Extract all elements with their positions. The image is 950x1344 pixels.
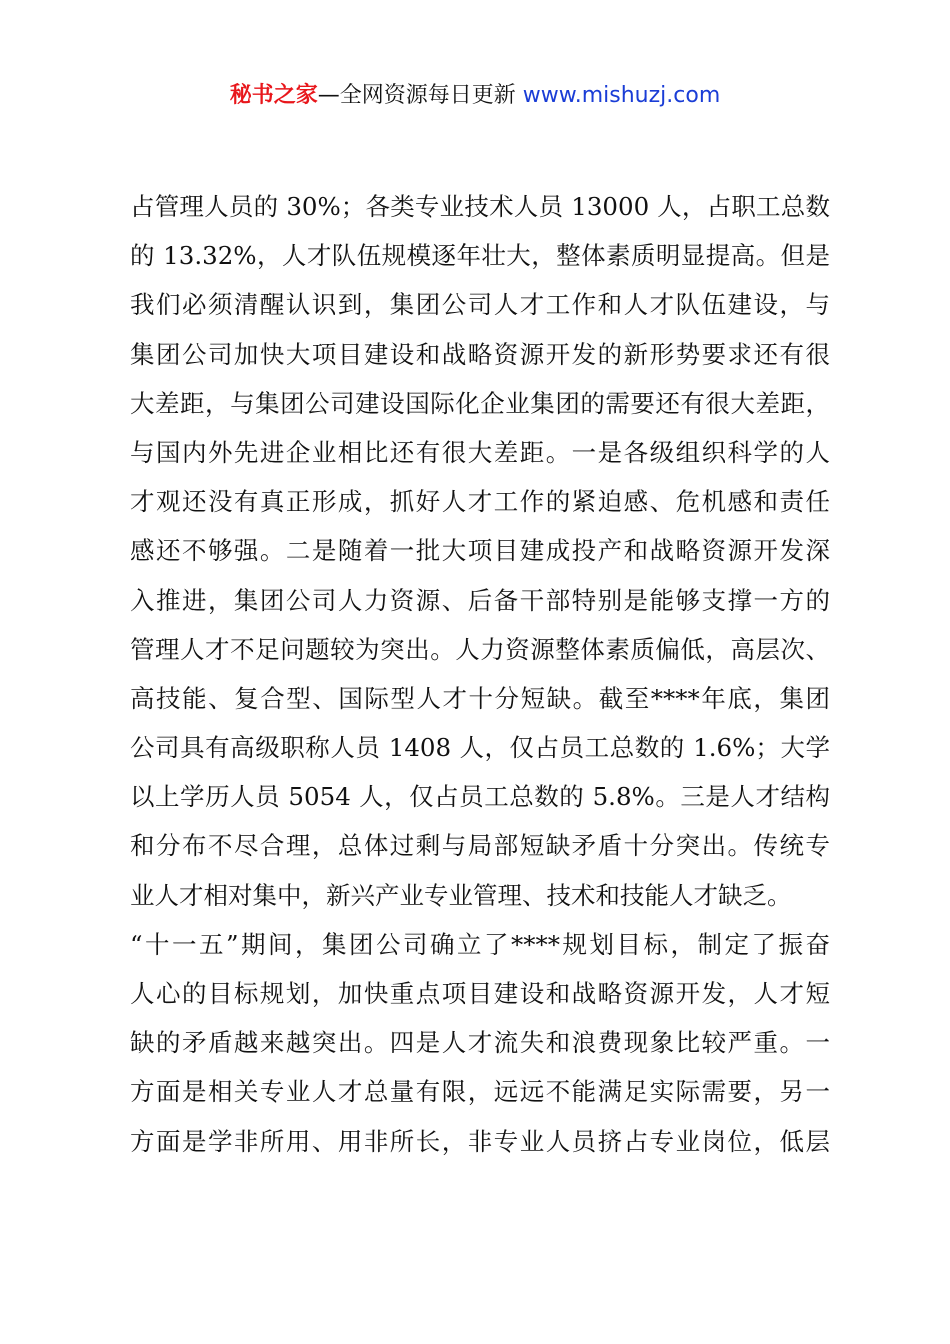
text-line: 的 13.32%，人才队伍规模逐年壮大，整体素质明显提高。但是 xyxy=(130,241,830,271)
text-line: 以上学历人员 5054 人，仅占员工总数的 5.8%。三是人才结构 xyxy=(130,782,830,812)
document-body xyxy=(130,182,830,1166)
text-line: 感还不够强。二是随着一批大项目建成投产和战略资源开发深 xyxy=(130,536,830,566)
text-line: 管理人才不足问题较为突出。人力资源整体素质偏低，高层次、 xyxy=(130,634,830,664)
site-brand: 秘书之家 xyxy=(229,83,318,108)
text-line: “十一五”期间，集团公司确立了****规划目标，制定了振奋 xyxy=(130,929,830,959)
text-line: 高技能、复合型、国际型人才十分短缺。截至****年底，集团 xyxy=(130,683,830,713)
text-line: 与国内外先进企业相比还有很大差距。一是各级组织科学的人 xyxy=(130,437,830,467)
text-line: 才观还没有真正形成，抓好人才工作的紧迫感、危机感和责任 xyxy=(130,487,830,517)
text-line: 集团公司加快大项目建设和战略资源开发的新形势要求还有很 xyxy=(130,339,830,369)
site-header xyxy=(0,80,950,112)
text-line: 和分布不尽合理，总体过剩与局部短缺矛盾十分突出。传统专 xyxy=(130,831,830,861)
text-line: 方面是学非所用、用非所长，非专业人员挤占专业岗位，低层 xyxy=(130,1126,830,1156)
site-url-link[interactable]: www.mishuzj.com xyxy=(522,83,721,108)
site-tagline: —全网资源每日更新 xyxy=(317,83,523,108)
text-line: 业人才相对集中，新兴产业专业管理、技术和技能人才缺乏。 xyxy=(130,880,792,910)
text-line: 入推进，集团公司人力资源、后备干部特别是能够支撑一方的 xyxy=(130,585,830,615)
text-line: 占管理人员的 30%；各类专业技术人员 13000 人，占职工总数 xyxy=(130,192,830,221)
text-line: 大差距，与集团公司建设国际化企业集团的需要还有很大差距， xyxy=(130,388,830,418)
text-line: 公司具有高级职称人员 1408 人，仅占员工总数的 1.6%；大学 xyxy=(130,733,830,763)
text-line: 缺的矛盾越来越突出。四是人才流失和浪费现象比较严重。一 xyxy=(130,1028,830,1058)
text-line: 方面是相关专业人才总量有限，远远不能满足实际需要，另一 xyxy=(130,1077,830,1107)
text-line: 我们必须清醒认识到，集团公司人才工作和人才队伍建设，与 xyxy=(130,290,830,320)
text-line: 人心的目标规划，加快重点项目建设和战略资源开发，人才短 xyxy=(130,979,830,1008)
